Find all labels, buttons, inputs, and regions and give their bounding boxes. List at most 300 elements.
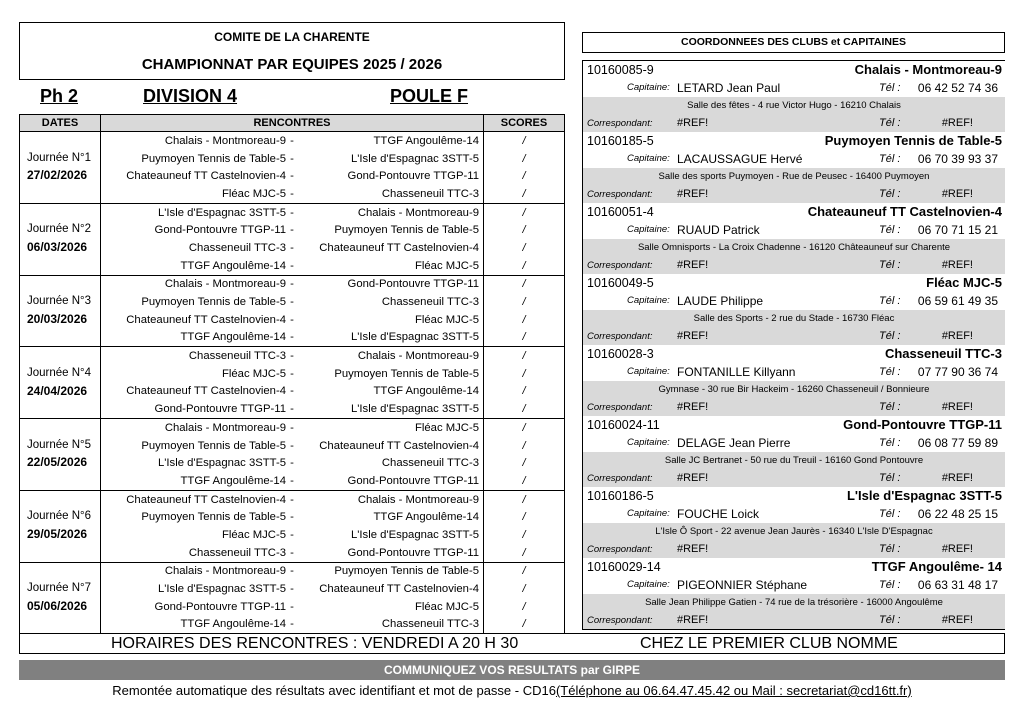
club-header-line	[583, 203, 1005, 221]
club-address: L'Isle Ô Sport - 22 avenue Jean Jaurès - 16340 L'Isle D'Espagnac	[655, 525, 933, 537]
correspondant-value: #REF!	[677, 117, 709, 130]
match-score[interactable]: /	[522, 187, 526, 200]
club-code: 10160028-3	[587, 346, 654, 361]
journee-label: Journée N°5	[27, 438, 92, 451]
captain-name: LETARD Jean Paul	[677, 80, 781, 95]
match-separator: -	[290, 313, 294, 326]
match-away-team: Fléac MJC-5	[414, 313, 479, 326]
journee-block	[20, 563, 564, 634]
match-home-team: TTGF Angoulême-14	[180, 618, 286, 631]
club-address: Gymnase - 30 rue Bir Hackeim - 16260 Chasseneuil / Bonnieure	[658, 383, 930, 395]
match-row	[101, 185, 483, 203]
club-captain-line	[583, 576, 1005, 594]
match-row	[101, 400, 483, 418]
journee-block	[20, 491, 564, 563]
correspondant-phone-label: Tél :	[879, 401, 901, 414]
phone-label: Tél :	[879, 152, 901, 165]
horaires-text: HORAIRES DES RENCONTRES : VENDREDI A 20 H 30	[111, 635, 519, 652]
match-separator: -	[290, 350, 294, 363]
club-captain-line	[583, 505, 1005, 523]
club-address-line	[583, 239, 1005, 257]
club-block	[583, 132, 1005, 203]
club-code: 10160186-5	[587, 488, 654, 503]
journee-block	[20, 347, 564, 419]
match-score[interactable]: /	[522, 421, 526, 434]
match-row	[101, 472, 483, 490]
club-name: Fléac MJC-5	[926, 275, 1002, 291]
match-row	[101, 580, 483, 598]
match-home-team: Chalais - Montmoreau-9	[164, 421, 286, 434]
club-captain-line	[583, 150, 1005, 168]
match-score[interactable]: /	[522, 296, 526, 309]
correspondant-phone: #REF!	[941, 188, 973, 201]
match-home-team: Chasseneuil TTC-3	[188, 241, 286, 254]
match-away-team: TTGF Angoulême-14	[373, 511, 479, 524]
match-separator: -	[290, 439, 294, 452]
club-code: 10160029-14	[587, 559, 661, 574]
match-home-team: Chalais - Montmoreau-9	[164, 565, 286, 578]
journee-scores	[484, 204, 564, 275]
captain-name: FOUCHE Loick	[677, 506, 760, 521]
club-address-line	[583, 452, 1005, 470]
club-correspondant-line	[583, 114, 1005, 132]
correspondant-label: Correspondant:	[587, 259, 653, 271]
match-home-team: Chateauneuf TT Castelnovien-4	[126, 493, 286, 506]
journee-date: 27/02/2026	[27, 168, 88, 183]
match-score[interactable]: /	[522, 170, 526, 183]
match-separator: -	[290, 493, 294, 506]
match-away-team: Chasseneuil TTC-3	[381, 457, 479, 470]
match-away-team: Fléac MJC-5	[414, 600, 479, 613]
correspondant-value: #REF!	[677, 543, 709, 556]
match-home-team: Gond-Pontouvre TTGP-11	[154, 224, 286, 237]
club-code: 10160051-4	[587, 204, 654, 219]
match-separator: -	[290, 403, 294, 416]
club-block	[583, 61, 1005, 132]
captain-phone: 06 63 31 48 17	[917, 577, 998, 592]
match-row	[101, 257, 483, 275]
match-home-team: Chateauneuf TT Castelnovien-4	[126, 385, 286, 398]
correspondant-phone-label: Tél :	[879, 472, 901, 485]
club-captain-line	[583, 79, 1005, 97]
match-score[interactable]: /	[522, 241, 526, 254]
captain-phone: 07 77 90 36 74	[917, 364, 998, 379]
club-header-line	[583, 61, 1005, 79]
captain-label: Capitaine:	[627, 295, 670, 307]
club-address-line	[583, 523, 1005, 541]
club-block	[583, 274, 1005, 345]
journee-date-cell	[20, 276, 101, 347]
journee-label: Journée N°2	[27, 223, 92, 236]
club-correspondant-line	[583, 398, 1005, 416]
match-separator: -	[290, 241, 294, 254]
club-block	[583, 416, 1005, 487]
club-correspondant-line	[583, 256, 1005, 274]
club-header-line	[583, 558, 1005, 576]
club-address: Salle Jean Philippe Gatien - 74 rue de la trésorière - 16000 Angoulême	[645, 596, 943, 608]
match-away-team: Puymoyen Tennis de Table-5	[334, 565, 479, 578]
correspondant-value: #REF!	[677, 401, 709, 414]
horaires-box	[19, 633, 1005, 654]
club-address: Salle des Sports - 2 rue du Stade - 16730 Fléac	[693, 312, 895, 324]
match-row	[101, 563, 483, 581]
match-score[interactable]: /	[522, 313, 526, 326]
schedule-header	[20, 115, 564, 132]
match-row	[101, 276, 483, 294]
captain-name: LAUDE Philippe	[677, 293, 764, 308]
match-score[interactable]: /	[522, 259, 526, 272]
match-row	[101, 419, 483, 437]
club-code: 10160185-5	[587, 133, 654, 148]
contact-link[interactable]: (Téléphone au 06.64.47.45.42 ou Mail : secretariat@cd16tt.fr)	[555, 683, 912, 698]
match-away-team: L'Isle d'Espagnac 3STT-5	[350, 331, 479, 344]
journee-block	[20, 132, 564, 204]
club-address: Salle JC Bertranet - 50 rue du Treuil - 16160 Gond Pontouvre	[664, 454, 924, 466]
match-score[interactable]: /	[522, 546, 526, 559]
journee-scores	[484, 132, 564, 203]
club-address: Salle Omnisports - La Croix Chadenne - 16120 Châteauneuf sur Charente	[637, 241, 951, 253]
match-separator: -	[290, 296, 294, 309]
journee-matches	[101, 563, 484, 634]
clubs-title: COORDONNEES DES CLUBS et CAPITAINES	[582, 32, 1005, 53]
captain-label: Capitaine:	[627, 82, 670, 94]
match-row	[101, 204, 483, 222]
match-separator: -	[290, 187, 294, 200]
correspondant-phone-label: Tél :	[879, 614, 901, 627]
match-home-team: Chateauneuf TT Castelnovien-4	[126, 170, 286, 183]
club-captain-line	[583, 363, 1005, 381]
journee-date: 24/04/2026	[27, 383, 88, 398]
journee-date: 20/03/2026	[27, 311, 88, 326]
club-block	[583, 345, 1005, 416]
club-block	[583, 203, 1005, 274]
club-correspondant-line	[583, 185, 1005, 203]
club-address: Salle des fêtes - 4 rue Victor Hugo - 16210 Chalais	[687, 99, 901, 111]
match-away-team: Chalais - Montmoreau-9	[357, 350, 479, 363]
journee-date: 29/05/2026	[27, 527, 88, 542]
match-row	[101, 132, 483, 150]
match-away-team: Puymoyen Tennis de Table-5	[334, 367, 479, 380]
club-name: L'Isle d'Espagnac 3STT-5	[846, 488, 1002, 504]
match-separator: -	[290, 278, 294, 291]
journee-matches	[101, 204, 484, 275]
journee-date-cell	[20, 204, 101, 275]
match-row	[101, 167, 483, 185]
match-score[interactable]: /	[522, 618, 526, 631]
match-separator: -	[290, 511, 294, 524]
correspondant-phone: #REF!	[941, 614, 973, 627]
journee-block	[20, 419, 564, 491]
match-home-team: TTGF Angoulême-14	[180, 259, 286, 272]
captain-label: Capitaine:	[627, 224, 670, 236]
chez-text: CHEZ LE PREMIER CLUB NOMME	[640, 635, 898, 652]
captain-name: DELAGE Jean Pierre	[677, 435, 791, 450]
journee-label: Journée N°1	[27, 151, 92, 164]
match-row	[101, 437, 483, 455]
match-row	[101, 508, 483, 526]
correspondant-phone: #REF!	[941, 472, 973, 485]
match-row	[101, 311, 483, 329]
girpe-banner: COMMUNIQUEZ VOS RESULTATS par GIRPE	[19, 660, 1005, 680]
match-away-team: Chalais - Montmoreau-9	[357, 493, 479, 506]
match-row	[101, 454, 483, 472]
match-score[interactable]: /	[522, 565, 526, 578]
journee-scores	[484, 347, 564, 418]
column-header-scores: SCORES	[500, 117, 548, 129]
match-row	[101, 616, 483, 634]
club-header-line	[583, 132, 1005, 150]
match-score[interactable]: /	[522, 511, 526, 524]
match-home-team: Puymoyen Tennis de Table-5	[141, 511, 286, 524]
correspondant-value: #REF!	[677, 259, 709, 272]
correspondant-phone: #REF!	[941, 330, 973, 343]
phone-label: Tél :	[879, 578, 901, 591]
match-away-team: Chateauneuf TT Castelnovien-4	[319, 439, 479, 452]
match-score[interactable]: /	[522, 439, 526, 452]
correspondant-value: #REF!	[677, 188, 709, 201]
match-away-team: L'Isle d'Espagnac 3STT-5	[350, 528, 479, 541]
match-away-team: Gond-Pontouvre TTGP-11	[347, 546, 479, 559]
match-separator: -	[290, 565, 294, 578]
match-separator: -	[290, 224, 294, 237]
match-score[interactable]: /	[522, 331, 526, 344]
match-separator: -	[290, 600, 294, 613]
match-away-team: L'Isle d'Espagnac 3STT-5	[350, 152, 479, 165]
captain-phone: 06 70 71 15 21	[917, 222, 998, 237]
match-score[interactable]: /	[522, 600, 526, 613]
match-score[interactable]: /	[522, 403, 526, 416]
journee-label: Journée N°4	[27, 366, 92, 379]
match-score[interactable]: /	[522, 474, 526, 487]
captain-phone: 06 42 52 74 36	[917, 80, 998, 95]
captain-phone: 06 22 48 25 15	[917, 506, 998, 521]
correspondant-phone: #REF!	[941, 543, 973, 556]
club-name: Puymoyen Tennis de Table-5	[824, 133, 1002, 149]
match-separator: -	[290, 259, 294, 272]
journee-scores	[484, 276, 564, 347]
captain-name: RUAUD Patrick	[677, 222, 760, 237]
committee-title: COMITE DE LA CHARENTE	[214, 30, 370, 44]
club-captain-line	[583, 434, 1005, 452]
match-home-team: Gond-Pontouvre TTGP-11	[154, 600, 286, 613]
match-row	[101, 329, 483, 347]
match-separator: -	[290, 618, 294, 631]
correspondant-label: Correspondant:	[587, 614, 653, 626]
match-score[interactable]: /	[522, 206, 526, 219]
match-home-team: Puymoyen Tennis de Table-5	[141, 296, 286, 309]
journee-date: 05/06/2026	[27, 598, 88, 613]
club-header-line	[583, 487, 1005, 505]
club-address-line	[583, 381, 1005, 399]
correspondant-phone-label: Tél :	[879, 188, 901, 201]
journee-date: 06/03/2026	[27, 240, 88, 255]
club-code: 10160085-9	[587, 62, 654, 77]
club-block	[583, 558, 1005, 629]
clubs-list	[582, 60, 1005, 630]
match-away-team: Chateauneuf TT Castelnovien-4	[319, 583, 479, 596]
club-correspondant-line	[583, 611, 1005, 629]
match-score[interactable]: /	[522, 152, 526, 165]
club-captain-line	[583, 292, 1005, 310]
phone-label: Tél :	[879, 365, 901, 378]
match-separator: -	[290, 331, 294, 344]
match-score[interactable]: /	[522, 134, 526, 147]
club-address-line	[583, 310, 1005, 328]
journee-label: Journée N°6	[27, 510, 92, 523]
match-separator: -	[290, 457, 294, 470]
phone-label: Tél :	[879, 294, 901, 307]
match-home-team: L'Isle d'Espagnac 3STT-5	[157, 583, 286, 596]
journee-date-cell	[20, 563, 101, 634]
match-separator: -	[290, 528, 294, 541]
column-header-rencontres: RENCONTRES	[101, 115, 484, 131]
match-away-team: Chalais - Montmoreau-9	[357, 206, 479, 219]
match-home-team: Puymoyen Tennis de Table-5	[141, 152, 286, 165]
match-home-team: Chasseneuil TTC-3	[188, 546, 286, 559]
match-away-team: Chasseneuil TTC-3	[381, 618, 479, 631]
match-score[interactable]: /	[522, 493, 526, 506]
journee-block	[20, 204, 564, 276]
captain-label: Capitaine:	[627, 153, 670, 165]
match-row	[101, 347, 483, 365]
club-header-line	[583, 416, 1005, 434]
header-box	[19, 22, 565, 80]
correspondant-value: #REF!	[677, 472, 709, 485]
division-label: DIVISION 4	[143, 86, 238, 106]
match-score[interactable]: /	[522, 528, 526, 541]
remontee-text: Remontée automatique des résultats avec identifiant et mot de passe - CD16	[112, 683, 556, 698]
match-score[interactable]: /	[522, 457, 526, 470]
captain-phone: 06 70 39 93 37	[917, 151, 998, 166]
journee-label: Journée N°3	[27, 295, 92, 308]
match-row	[101, 293, 483, 311]
match-home-team: Chateauneuf TT Castelnovien-4	[126, 313, 286, 326]
match-away-team: Puymoyen Tennis de Table-5	[334, 224, 479, 237]
club-correspondant-line	[583, 540, 1005, 558]
match-row	[101, 544, 483, 562]
phone-label: Tél :	[879, 507, 901, 520]
journee-date-cell	[20, 132, 101, 203]
poule-label: POULE F	[390, 86, 469, 106]
club-correspondant-line	[583, 469, 1005, 487]
match-home-team: Chalais - Montmoreau-9	[164, 278, 286, 291]
captain-phone: 06 08 77 59 89	[917, 435, 998, 450]
match-away-team: Gond-Pontouvre TTGP-11	[347, 474, 479, 487]
correspondant-phone-label: Tél :	[879, 330, 901, 343]
correspondant-phone-label: Tél :	[879, 259, 901, 272]
match-away-team: Gond-Pontouvre TTGP-11	[347, 170, 479, 183]
correspondant-phone: #REF!	[941, 259, 973, 272]
club-captain-line	[583, 221, 1005, 239]
correspondant-label: Correspondant:	[587, 543, 653, 555]
championship-title: CHAMPIONNAT PAR EQUIPES 2025 / 2026	[141, 56, 443, 73]
match-home-team: L'Isle d'Espagnac 3STT-5	[157, 457, 286, 470]
match-home-team: TTGF Angoulême-14	[180, 331, 286, 344]
club-address-line	[583, 594, 1005, 612]
captain-name: FONTANILLE Killyann	[677, 364, 796, 379]
journees-body	[20, 132, 564, 633]
captain-label: Capitaine:	[627, 437, 670, 449]
match-separator: -	[290, 134, 294, 147]
club-name: Gond-Pontouvre TTGP-11	[843, 417, 1002, 433]
captain-phone: 06 59 61 49 35	[917, 293, 998, 308]
match-separator: -	[290, 385, 294, 398]
match-row	[101, 598, 483, 616]
club-address-line	[583, 97, 1005, 115]
correspondant-value: #REF!	[677, 330, 709, 343]
correspondant-value: #REF!	[677, 614, 709, 627]
phone-label: Tél :	[879, 81, 901, 94]
column-header-dates: DATES	[20, 115, 101, 131]
journee-label: Journée N°7	[27, 582, 92, 595]
club-header-line	[583, 274, 1005, 292]
correspondant-phone: #REF!	[941, 401, 973, 414]
match-separator: -	[290, 546, 294, 559]
journee-matches	[101, 276, 484, 347]
match-separator: -	[290, 583, 294, 596]
match-away-team: Chasseneuil TTC-3	[381, 187, 479, 200]
club-header-line	[583, 345, 1005, 363]
phone-label: Tél :	[879, 436, 901, 449]
captain-label: Capitaine:	[627, 579, 670, 591]
club-name: Chasseneuil TTC-3	[884, 346, 1002, 362]
match-score[interactable]: /	[522, 367, 526, 380]
match-score[interactable]: /	[522, 224, 526, 237]
match-score[interactable]: /	[522, 385, 526, 398]
match-score[interactable]: /	[522, 278, 526, 291]
match-away-team: Chateauneuf TT Castelnovien-4	[319, 241, 479, 254]
captain-label: Capitaine:	[627, 508, 670, 520]
match-away-team: Fléac MJC-5	[414, 421, 479, 434]
match-home-team: Fléac MJC-5	[221, 528, 286, 541]
match-away-team: Gond-Pontouvre TTGP-11	[347, 278, 479, 291]
match-away-team: TTGF Angoulême-14	[373, 385, 479, 398]
club-code: 10160049-5	[587, 275, 654, 290]
correspondant-phone-label: Tél :	[879, 543, 901, 556]
journee-scores	[484, 419, 564, 490]
remontee-line	[0, 683, 1024, 698]
club-code: 10160024-11	[587, 417, 660, 432]
club-name: Chateauneuf TT Castelnovien-4	[807, 204, 1002, 220]
match-home-team: Fléac MJC-5	[221, 367, 286, 380]
match-away-team: Chasseneuil TTC-3	[381, 296, 479, 309]
match-away-team: Fléac MJC-5	[414, 259, 479, 272]
journee-matches	[101, 419, 484, 490]
club-block	[583, 487, 1005, 558]
match-home-team: Puymoyen Tennis de Table-5	[141, 439, 286, 452]
correspondant-label: Correspondant:	[587, 401, 653, 413]
club-address: Salle des sports Puymoyen - Rue de Peusec - 16400 Puymoyen	[658, 170, 930, 182]
match-row	[101, 491, 483, 509]
correspondant-label: Correspondant:	[587, 472, 653, 484]
journee-matches	[101, 347, 484, 418]
match-home-team: Gond-Pontouvre TTGP-11	[154, 403, 286, 416]
match-row	[101, 365, 483, 383]
journee-scores	[484, 563, 564, 634]
match-away-team: TTGF Angoulême-14	[373, 134, 479, 147]
club-name: TTGF Angoulême- 14	[871, 559, 1002, 575]
journee-block	[20, 276, 564, 348]
match-row	[101, 526, 483, 544]
match-home-team: Fléac MJC-5	[221, 187, 286, 200]
correspondant-label: Correspondant:	[587, 188, 653, 200]
journee-date-cell	[20, 419, 101, 490]
match-separator: -	[290, 206, 294, 219]
match-score[interactable]: /	[522, 583, 526, 596]
phone-label: Tél :	[879, 223, 901, 236]
correspondant-phone-label: Tél :	[879, 117, 901, 130]
match-score[interactable]: /	[522, 350, 526, 363]
